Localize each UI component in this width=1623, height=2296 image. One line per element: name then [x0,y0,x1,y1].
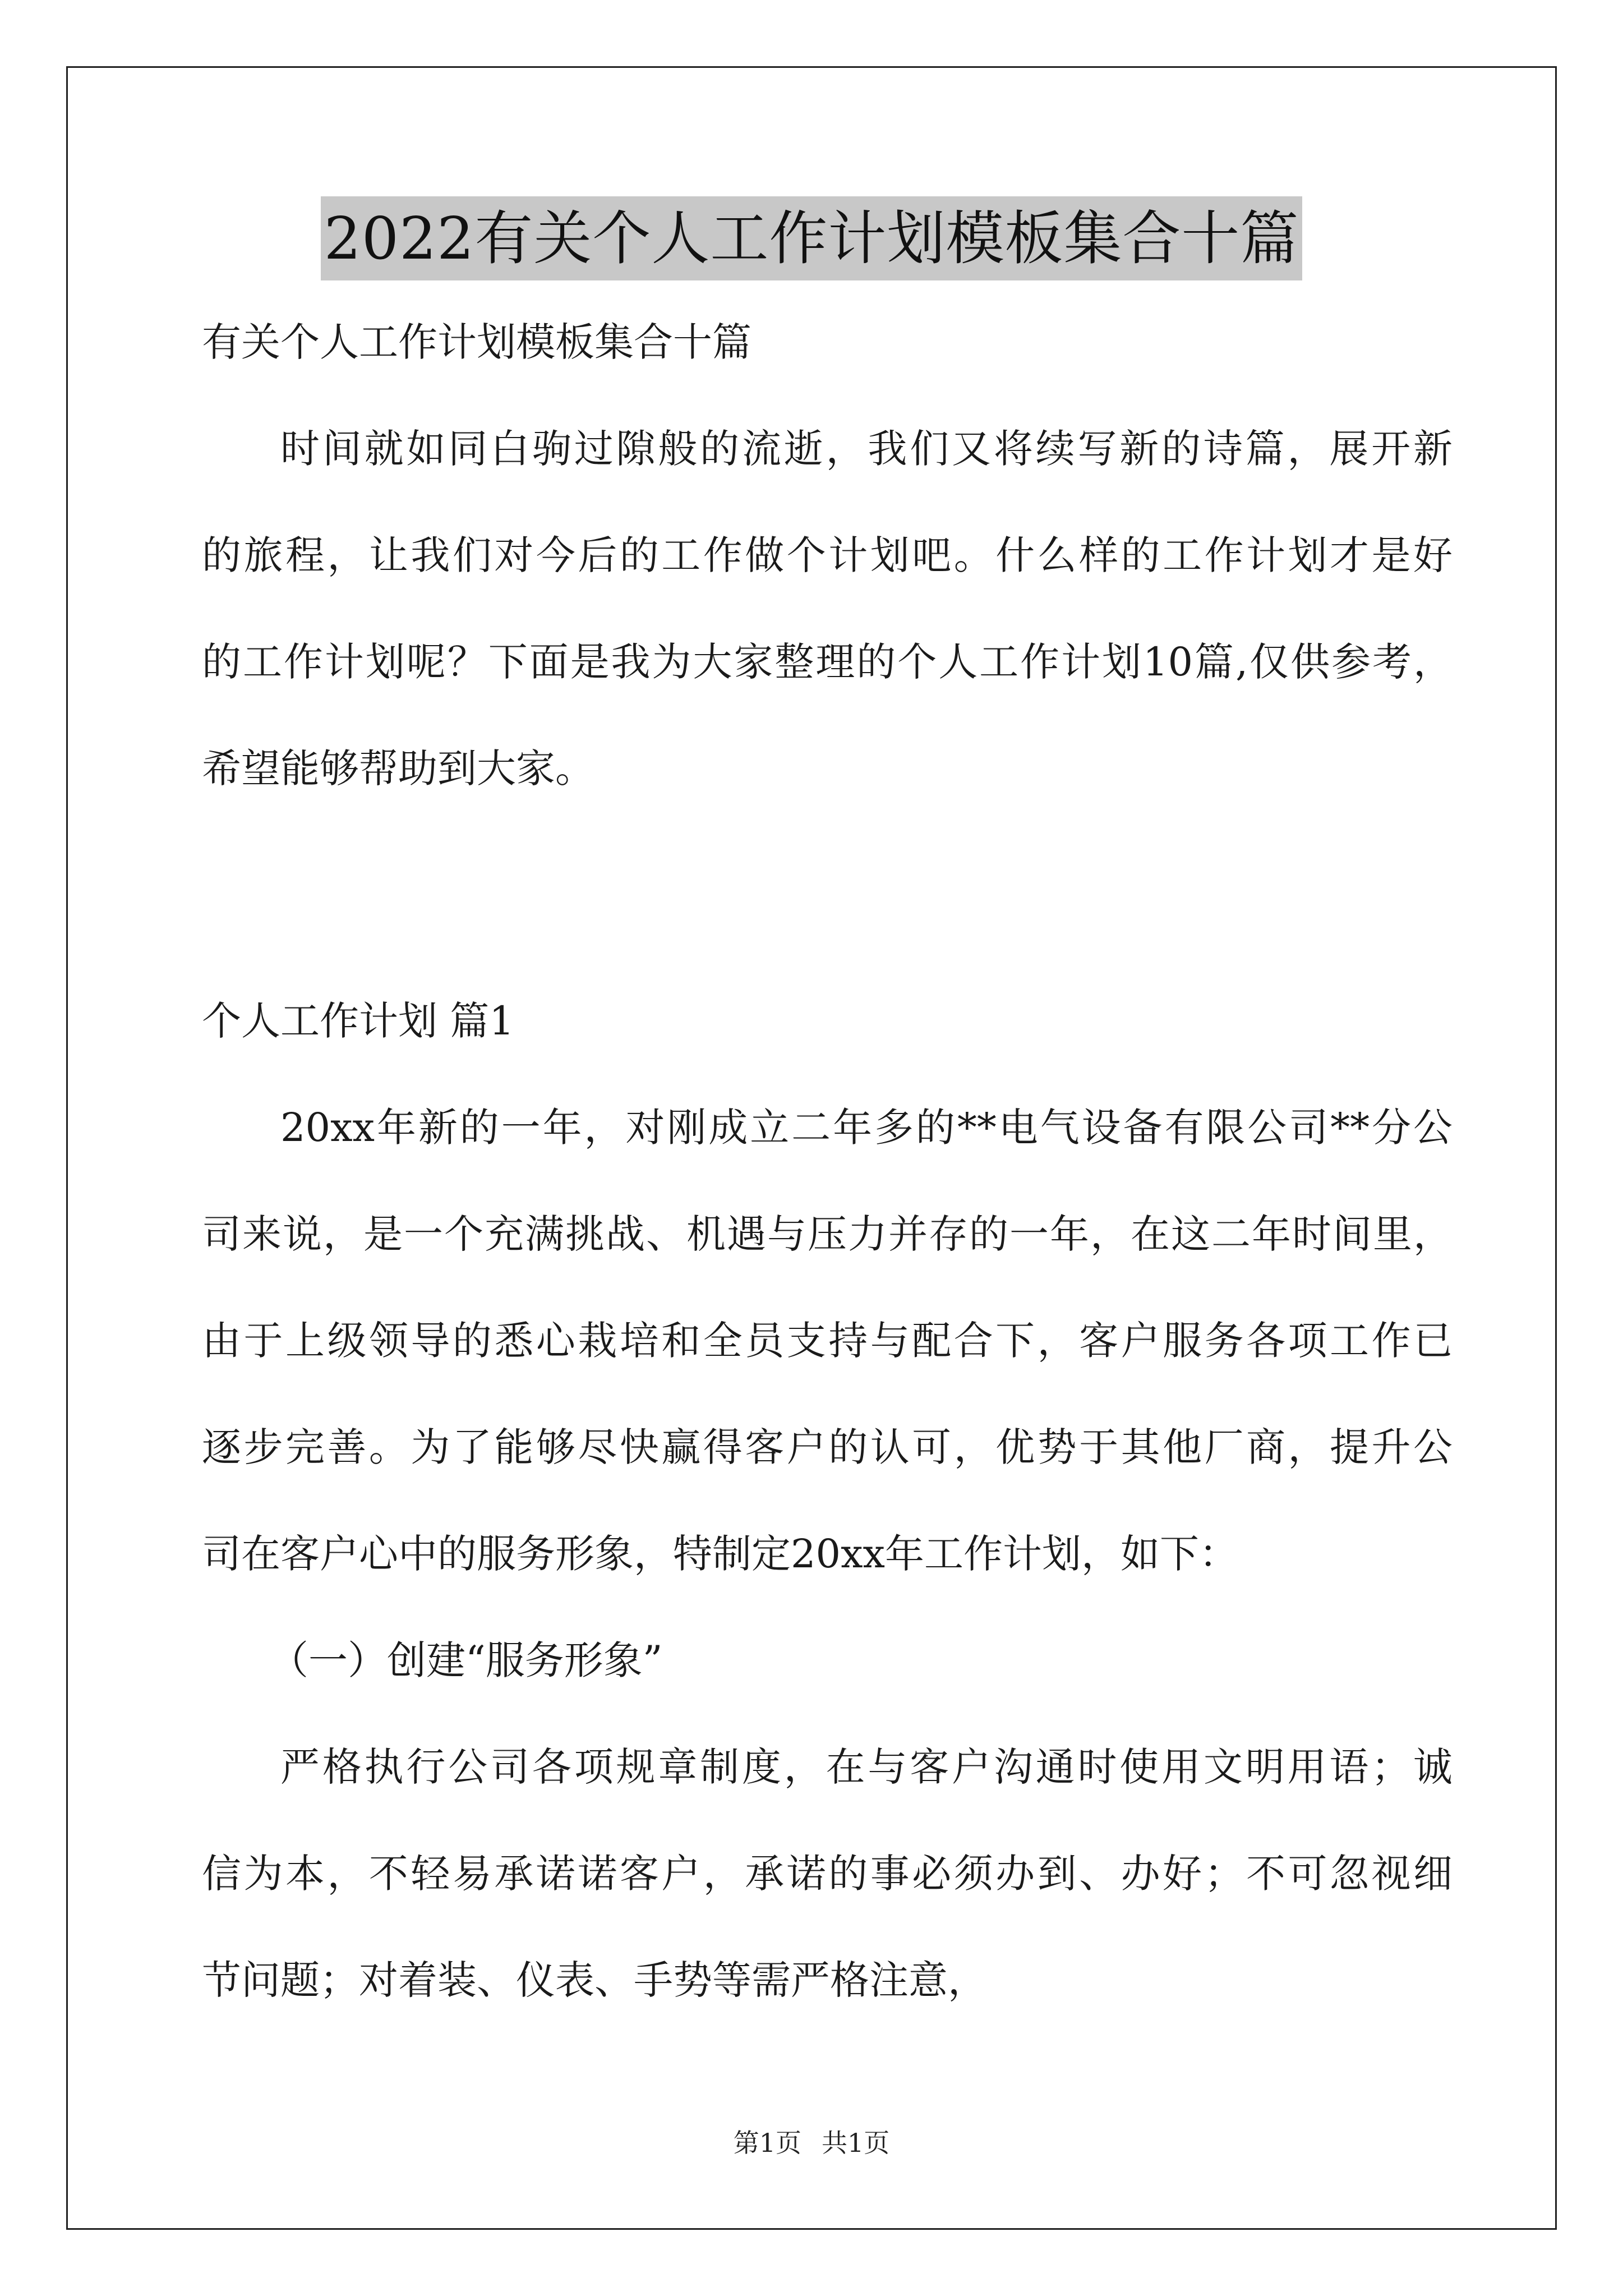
paragraph-line: 逐步完善。为了能够尽快赢得客户的认可，优势于其他厂商，提升公 [202,1424,1453,1470]
page-number: 第1页 [733,2128,801,2158]
paragraph-line: 的工作计划呢？下面是我为大家整理的个人工作计划10篇,仅供参考， [202,639,1453,685]
paragraph-line: 20xx年新的一年，对刚成立二年多的**电气设备有限公司**分公 [280,1105,1453,1151]
paragraph-line: 司在客户心中的服务形象，特制定20xx年工作计划，如下： [202,1531,1239,1577]
paragraph-line: 司来说，是一个充满挑战、机遇与压力并存的一年，在这二年时间里， [202,1211,1453,1257]
section-heading: 个人工作计划 篇1 [202,998,514,1044]
page-total: 共1页 [822,2128,890,2158]
paragraph-line: 严格执行公司各项规章制度，在与客户沟通时使用文明用语；诚 [280,1744,1453,1790]
document-title: 2022有关个人工作计划模板集合十篇 [321,196,1303,280]
paragraph-line: 由于上级领导的悉心栽培和全员支持与配合下，客户服务各项工作已 [202,1318,1453,1364]
subsection-heading: （一）创建“服务形象” [269,1637,663,1683]
page-footer [0,2126,1623,2160]
paragraph-line: 的旅程，让我们对今后的工作做个计划吧。什么样的工作计划才是好 [202,532,1453,578]
paragraph-line: 希望能够帮助到大家。 [202,746,594,792]
paragraph-line: 节问题；对着装、仪表、手势等需严格注意， [202,1957,987,2003]
subtitle-line: 有关个人工作计划模板集合十篇 [202,319,751,365]
title-container [0,196,1623,280]
paragraph-line: 时间就如同白驹过隙般的流逝，我们又将续写新的诗篇，展开新 [280,426,1453,472]
paragraph-line: 信为本，不轻易承诺诺客户，承诺的事必须办到、办好；不可忽视细 [202,1851,1453,1897]
